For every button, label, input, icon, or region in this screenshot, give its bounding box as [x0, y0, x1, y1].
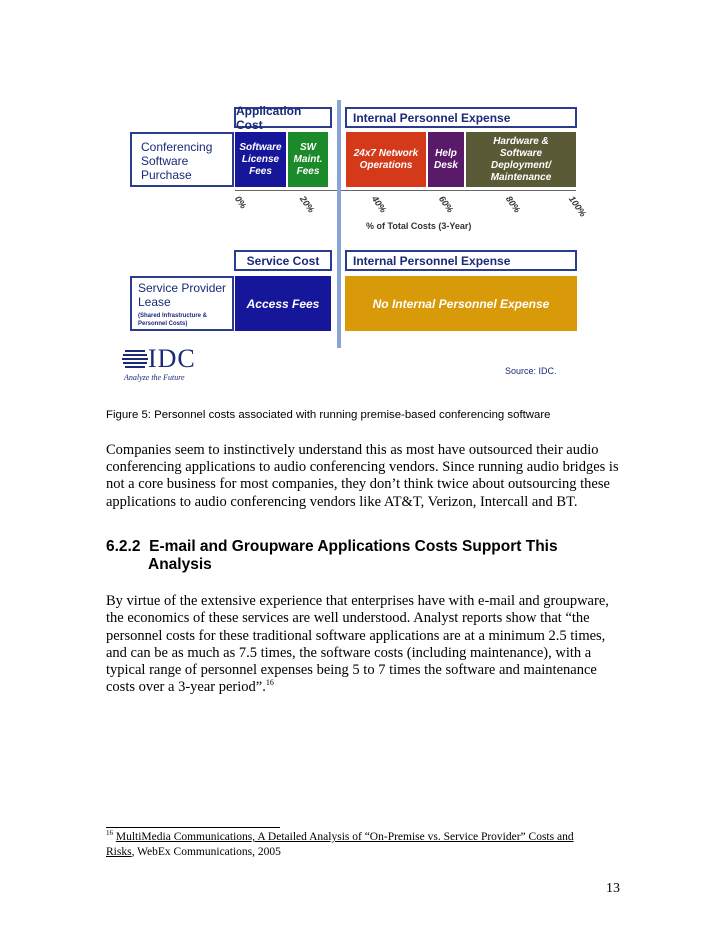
service-provider-lease-sublabel: (Shared Infrastructure & Personnel Costs) [138, 313, 208, 327]
help-desk-segment: Help Desk [428, 132, 464, 187]
no-internal-personnel-segment: No Internal Personnel Expense [345, 276, 577, 331]
service-provider-lease-label [130, 276, 234, 331]
divider-line [337, 100, 341, 348]
sw-maint-fees-segment: SW Maint. Fees [288, 132, 328, 187]
footnote-reference[interactable]: 16 [265, 678, 274, 688]
footnote [106, 830, 606, 860]
hardware-software-deployment-segment: Hardware & Software Deployment/ Maintenance [466, 132, 576, 187]
footnote-divider [106, 827, 280, 828]
idc-tagline: Analyze the Future [124, 373, 185, 382]
tick-80: 80% [503, 194, 523, 215]
axis-line [235, 190, 576, 191]
internal-personnel-header-top: Internal Personnel Expense [345, 107, 577, 128]
figure-caption: Figure 5: Personnel costs associated with running premise-based conferencing software [106, 409, 551, 421]
source-label: Source: IDC. [505, 366, 557, 376]
tick-60: 60% [436, 194, 456, 215]
footnote-rest: , WebEx Communications, 2005 [131, 846, 281, 858]
internal-personnel-header-bottom: Internal Personnel Expense [345, 250, 577, 271]
network-operations-segment: 24x7 Network Operations [346, 132, 426, 187]
axis-label: % of Total Costs (3-Year) [366, 221, 472, 231]
access-fees-segment: Access Fees [235, 276, 331, 331]
section-heading [106, 538, 558, 574]
footnote-title[interactable]: MultiMedia Communications, A Detailed Analysis of “On-Premise vs. Service Provider” Costs and [115, 831, 574, 843]
footnote-title-cont[interactable]: Risks [106, 846, 132, 858]
tick-40: 40% [369, 194, 389, 215]
idc-globe-icon [122, 348, 148, 372]
paragraph-outsourcing: Companies seem to instinctively understand this as most have outsourced their audio conferencing applications to audio conferencing vendors. Since running audio bridges is not a core business for most companies, they don’t think twice about outsourcing these applications to audio conferencing vendors like AT&T, Verizon, Intercall and BT. [106, 442, 619, 510]
page-number: 13 [606, 881, 620, 896]
tick-0: 0% [232, 194, 249, 211]
tick-20: 20% [297, 194, 317, 215]
paragraph-email-groupware-text: By virtue of the extensive experience that enterprises have with e-mail and groupware, the economics of these services are well understood. Analyst reports show that “the personnel costs for these traditional software applications are at a minimum 2.5 times, and can be as much as 7.5 times, the software costs (including maintenance), with a typical range of personnel expenses being 5 to 7 times the software and maintenance costs over a 3-year period”. [106, 593, 609, 696]
section-number: 6.2.2 [106, 538, 141, 555]
service-provider-lease-title: Service Provider Lease [138, 281, 227, 309]
tick-100: 100% [566, 194, 589, 219]
section-title: E-mail and Groupware Applications Costs Support This [149, 538, 558, 555]
footnote-number: 16 [106, 829, 113, 837]
idc-logo-text: IDC [148, 344, 196, 373]
idc-logo [122, 344, 212, 386]
software-license-fees-segment: Software License Fees [235, 132, 286, 187]
section-heading-line2: Analysis [148, 556, 212, 573]
application-cost-header: Application Cost [234, 107, 332, 128]
conferencing-software-label: Conferencing Software Purchase [130, 132, 234, 187]
section-heading-line1 [106, 538, 558, 556]
service-cost-header: Service Cost [234, 250, 332, 271]
paragraph-email-groupware [106, 576, 666, 696]
